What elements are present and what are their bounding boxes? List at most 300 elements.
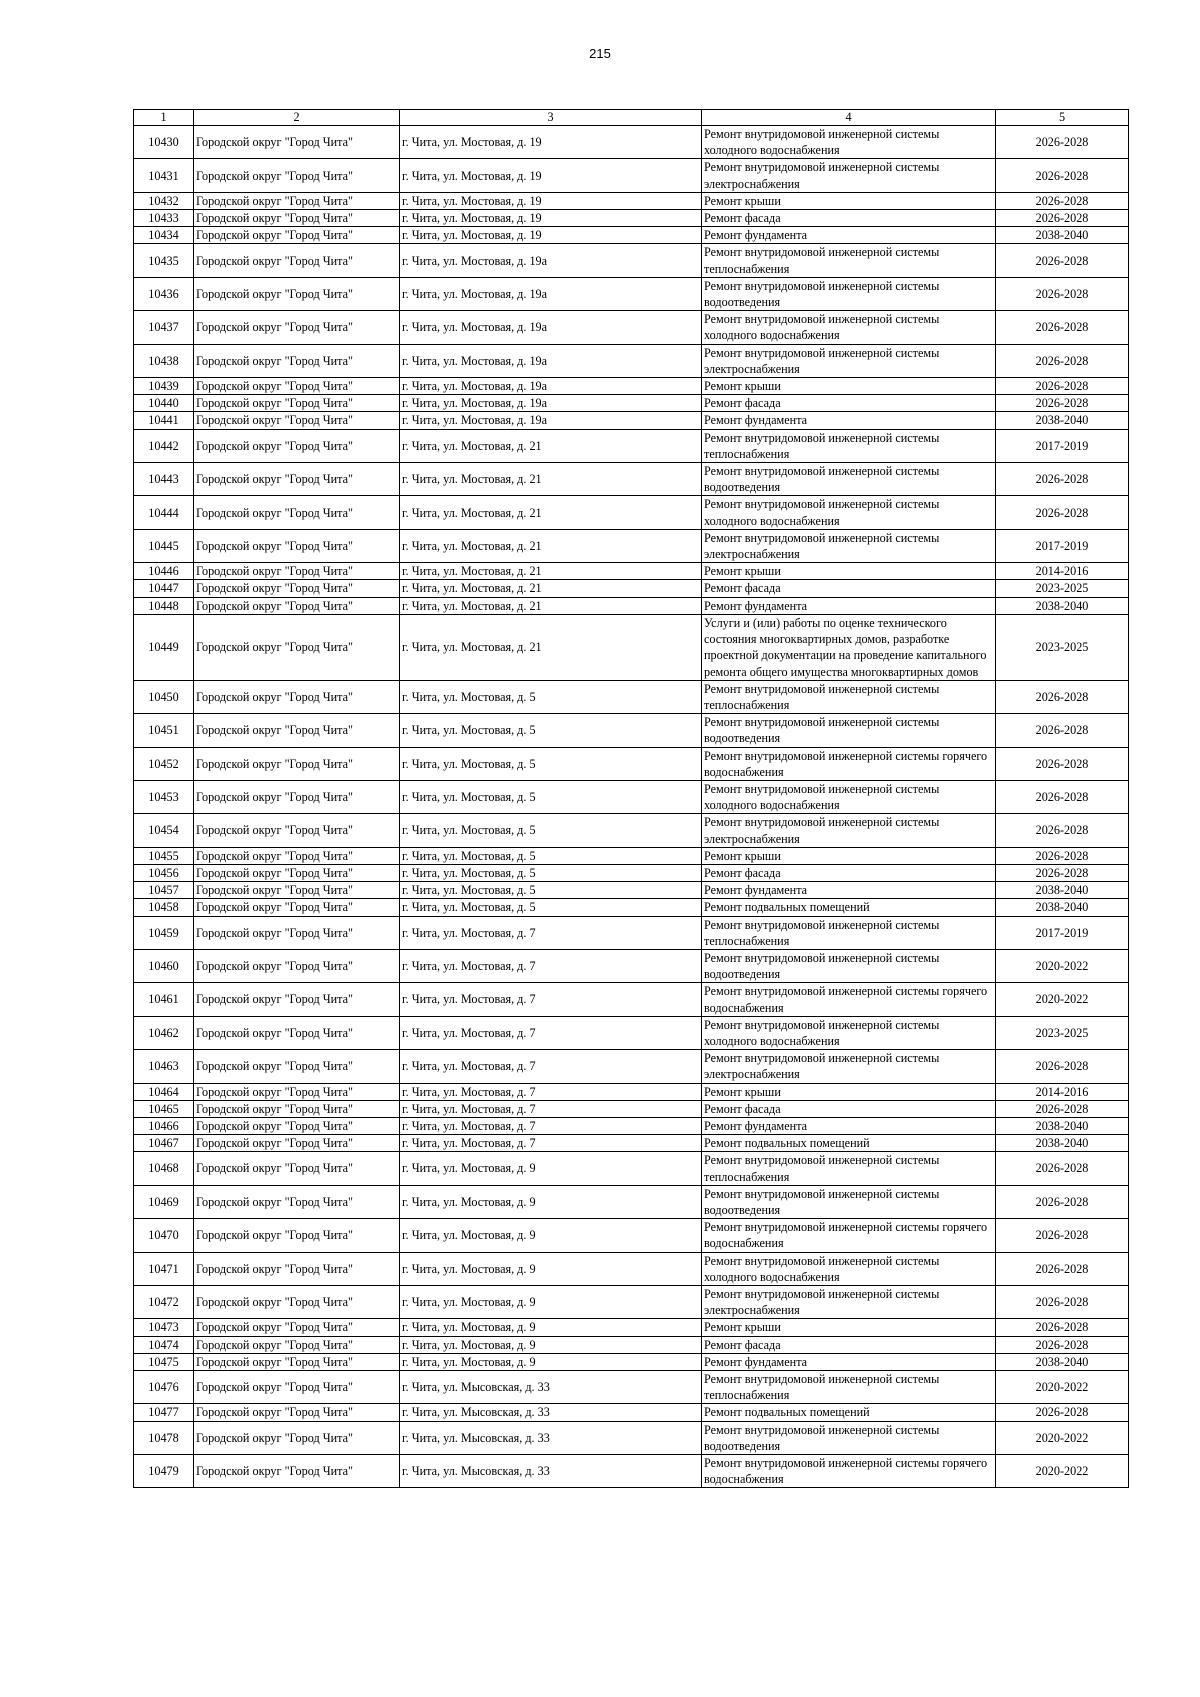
work-type-cell: Ремонт фасада xyxy=(702,395,996,412)
table-header-row xyxy=(134,110,1129,126)
address-cell: г. Чита, ул. Мостовая, д. 5 xyxy=(400,747,702,780)
period-cell: 2026-2028 xyxy=(996,864,1129,881)
table-row xyxy=(134,714,1129,747)
work-type-cell: Ремонт фасада xyxy=(702,864,996,881)
period-cell: 2017-2019 xyxy=(996,529,1129,562)
work-type-cell: Ремонт внутридомовой инженерной системы холодного водоснабжения xyxy=(702,496,996,529)
work-type-cell: Ремонт внутридомовой инженерной системы теплоснабжения xyxy=(702,1371,996,1404)
work-type-cell: Ремонт внутридомовой инженерной системы водоотведения xyxy=(702,463,996,496)
row-number-cell: 10479 xyxy=(134,1455,194,1488)
table-row xyxy=(134,916,1129,949)
row-number-cell: 10438 xyxy=(134,344,194,377)
district-cell: Городской округ "Город Чита" xyxy=(194,1219,400,1252)
district-cell: Городской округ "Город Чита" xyxy=(194,463,400,496)
work-type-cell: Ремонт фундамента xyxy=(702,597,996,614)
column-header: 3 xyxy=(400,110,702,126)
address-cell: г. Чита, ул. Мостовая, д. 7 xyxy=(400,1083,702,1100)
period-cell: 2038-2040 xyxy=(996,1117,1129,1134)
district-cell: Городской округ "Город Чита" xyxy=(194,1252,400,1285)
period-cell: 2026-2028 xyxy=(996,714,1129,747)
work-type-cell: Ремонт внутридомовой инженерной системы водоотведения xyxy=(702,949,996,982)
work-type-cell: Ремонт внутридомовой инженерной системы электроснабжения xyxy=(702,814,996,847)
district-cell: Городской округ "Город Чита" xyxy=(194,983,400,1016)
table-row xyxy=(134,463,1129,496)
work-type-cell: Ремонт фундамента xyxy=(702,1117,996,1134)
table-row xyxy=(134,1135,1129,1152)
period-cell: 2026-2028 xyxy=(996,311,1129,344)
district-cell: Городской округ "Город Чита" xyxy=(194,1319,400,1336)
work-type-cell: Ремонт фасада xyxy=(702,1100,996,1117)
row-number-cell: 10442 xyxy=(134,429,194,462)
row-number-cell: 10430 xyxy=(134,126,194,159)
period-cell: 2038-2040 xyxy=(996,899,1129,916)
address-cell: г. Чита, ул. Мостовая, д. 5 xyxy=(400,899,702,916)
row-number-cell: 10440 xyxy=(134,395,194,412)
district-cell: Городской округ "Город Чита" xyxy=(194,344,400,377)
district-cell: Городской округ "Город Чита" xyxy=(194,192,400,209)
address-cell: г. Чита, ул. Мостовая, д. 9 xyxy=(400,1219,702,1252)
period-cell: 2026-2028 xyxy=(996,1050,1129,1083)
district-cell: Городской округ "Город Чита" xyxy=(194,1117,400,1134)
period-cell: 2038-2040 xyxy=(996,1135,1129,1152)
address-cell: г. Чита, ул. Мостовая, д. 9 xyxy=(400,1353,702,1370)
address-cell: г. Чита, ул. Мостовая, д. 9 xyxy=(400,1319,702,1336)
table-row xyxy=(134,614,1129,680)
address-cell: г. Чита, ул. Мостовая, д. 7 xyxy=(400,916,702,949)
table-row xyxy=(134,1185,1129,1218)
row-number-cell: 10451 xyxy=(134,714,194,747)
row-number-cell: 10456 xyxy=(134,864,194,881)
table-row xyxy=(134,580,1129,597)
address-cell: г. Чита, ул. Мостовая, д. 5 xyxy=(400,780,702,813)
table-row xyxy=(134,899,1129,916)
work-type-cell: Ремонт крыши xyxy=(702,1083,996,1100)
work-type-cell: Ремонт внутридомовой инженерной системы водоотведения xyxy=(702,1421,996,1454)
row-number-cell: 10476 xyxy=(134,1371,194,1404)
row-number-cell: 10437 xyxy=(134,311,194,344)
table-row xyxy=(134,847,1129,864)
address-cell: г. Чита, ул. Мостовая, д. 9 xyxy=(400,1185,702,1218)
period-cell: 2026-2028 xyxy=(996,1286,1129,1319)
table-row xyxy=(134,277,1129,310)
table-row xyxy=(134,1252,1129,1285)
period-cell: 2038-2040 xyxy=(996,882,1129,899)
table-row xyxy=(134,1404,1129,1421)
table-row xyxy=(134,1353,1129,1370)
address-cell: г. Чита, ул. Мостовая, д. 7 xyxy=(400,983,702,1016)
address-cell: г. Чита, ул. Мостовая, д. 19а xyxy=(400,311,702,344)
period-cell: 2017-2019 xyxy=(996,429,1129,462)
row-number-cell: 10431 xyxy=(134,159,194,192)
district-cell: Городской округ "Город Чита" xyxy=(194,412,400,429)
address-cell: г. Чита, ул. Мостовая, д. 19 xyxy=(400,126,702,159)
table-row xyxy=(134,126,1129,159)
row-number-cell: 10475 xyxy=(134,1353,194,1370)
row-number-cell: 10462 xyxy=(134,1016,194,1049)
period-cell: 2026-2028 xyxy=(996,1185,1129,1218)
row-number-cell: 10454 xyxy=(134,814,194,847)
address-cell: г. Чита, ул. Мостовая, д. 19а xyxy=(400,277,702,310)
district-cell: Городской округ "Город Чита" xyxy=(194,126,400,159)
period-cell: 2026-2028 xyxy=(996,1219,1129,1252)
address-cell: г. Чита, ул. Мостовая, д. 5 xyxy=(400,847,702,864)
district-cell: Городской округ "Город Чита" xyxy=(194,1185,400,1218)
table-row xyxy=(134,1050,1129,1083)
period-cell: 2026-2028 xyxy=(996,126,1129,159)
period-cell: 2020-2022 xyxy=(996,1421,1129,1454)
work-type-cell: Ремонт внутридомовой инженерной системы электроснабжения xyxy=(702,159,996,192)
table-row xyxy=(134,192,1129,209)
address-cell: г. Чита, ул. Мостовая, д. 21 xyxy=(400,614,702,680)
district-cell: Городской округ "Город Чита" xyxy=(194,1286,400,1319)
district-cell: Городской округ "Город Чита" xyxy=(194,899,400,916)
row-number-cell: 10467 xyxy=(134,1135,194,1152)
work-type-cell: Ремонт фасада xyxy=(702,210,996,227)
work-type-cell: Ремонт внутридомовой инженерной системы электроснабжения xyxy=(702,1286,996,1319)
work-type-cell: Ремонт внутридомовой инженерной системы холодного водоснабжения xyxy=(702,311,996,344)
period-cell: 2026-2028 xyxy=(996,1252,1129,1285)
work-type-cell: Ремонт крыши xyxy=(702,847,996,864)
district-cell: Городской округ "Город Чита" xyxy=(194,747,400,780)
page-number: 215 xyxy=(589,46,611,61)
row-number-cell: 10464 xyxy=(134,1083,194,1100)
address-cell: г. Чита, ул. Мостовая, д. 19а xyxy=(400,412,702,429)
period-cell: 2038-2040 xyxy=(996,597,1129,614)
period-cell: 2026-2028 xyxy=(996,847,1129,864)
district-cell: Городской округ "Город Чита" xyxy=(194,277,400,310)
district-cell: Городской округ "Город Чита" xyxy=(194,714,400,747)
work-type-cell: Ремонт внутридомовой инженерной системы электроснабжения xyxy=(702,529,996,562)
period-cell: 2026-2028 xyxy=(996,378,1129,395)
period-cell: 2026-2028 xyxy=(996,277,1129,310)
table-row xyxy=(134,344,1129,377)
address-cell: г. Чита, ул. Мостовая, д. 7 xyxy=(400,1100,702,1117)
district-cell: Городской округ "Город Чита" xyxy=(194,680,400,713)
work-type-cell: Ремонт подвальных помещений xyxy=(702,1404,996,1421)
district-cell: Городской округ "Город Чита" xyxy=(194,780,400,813)
table-row xyxy=(134,210,1129,227)
table-row xyxy=(134,882,1129,899)
address-cell: г. Чита, ул. Мостовая, д. 5 xyxy=(400,714,702,747)
table-row xyxy=(134,227,1129,244)
row-number-cell: 10458 xyxy=(134,899,194,916)
address-cell: г. Чита, ул. Мостовая, д. 7 xyxy=(400,1135,702,1152)
address-cell: г. Чита, ул. Мостовая, д. 7 xyxy=(400,949,702,982)
column-header: 4 xyxy=(702,110,996,126)
address-cell: г. Чита, ул. Мостовая, д. 7 xyxy=(400,1050,702,1083)
work-type-cell: Ремонт крыши xyxy=(702,563,996,580)
district-cell: Городской округ "Город Чита" xyxy=(194,159,400,192)
registry-table xyxy=(133,109,1129,1488)
row-number-cell: 10448 xyxy=(134,597,194,614)
row-number-cell: 10468 xyxy=(134,1152,194,1185)
work-type-cell: Ремонт внутридомовой инженерной системы холодного водоснабжения xyxy=(702,1252,996,1285)
work-type-cell: Ремонт внутридомовой инженерной системы теплоснабжения xyxy=(702,429,996,462)
work-type-cell: Ремонт внутридомовой инженерной системы теплоснабжения xyxy=(702,916,996,949)
work-type-cell: Ремонт крыши xyxy=(702,1319,996,1336)
table-row xyxy=(134,1152,1129,1185)
row-number-cell: 10459 xyxy=(134,916,194,949)
district-cell: Городской округ "Город Чита" xyxy=(194,1404,400,1421)
row-number-cell: 10452 xyxy=(134,747,194,780)
work-type-cell: Ремонт внутридомовой инженерной системы холодного водоснабжения xyxy=(702,126,996,159)
district-cell: Городской округ "Город Чита" xyxy=(194,1100,400,1117)
row-number-cell: 10472 xyxy=(134,1286,194,1319)
address-cell: г. Чита, ул. Мостовая, д. 19а xyxy=(400,344,702,377)
district-cell: Городской округ "Город Чита" xyxy=(194,1135,400,1152)
work-type-cell: Ремонт фасада xyxy=(702,580,996,597)
table-row xyxy=(134,983,1129,1016)
district-cell: Городской округ "Город Чита" xyxy=(194,1050,400,1083)
period-cell: 2026-2028 xyxy=(996,344,1129,377)
period-cell: 2023-2025 xyxy=(996,614,1129,680)
table-row xyxy=(134,1117,1129,1134)
work-type-cell: Ремонт внутридомовой инженерной системы горячего водоснабжения xyxy=(702,1455,996,1488)
address-cell: г. Чита, ул. Мостовая, д. 19а xyxy=(400,244,702,277)
work-type-cell: Ремонт внутридомовой инженерной системы водоотведения xyxy=(702,1185,996,1218)
table-row xyxy=(134,1100,1129,1117)
work-type-cell: Ремонт внутридомовой инженерной системы горячего водоснабжения xyxy=(702,1219,996,1252)
work-type-cell: Ремонт внутридомовой инженерной системы теплоснабжения xyxy=(702,1152,996,1185)
period-cell: 2026-2028 xyxy=(996,463,1129,496)
column-header: 1 xyxy=(134,110,194,126)
table-row xyxy=(134,597,1129,614)
period-cell: 2020-2022 xyxy=(996,1455,1129,1488)
row-number-cell: 10457 xyxy=(134,882,194,899)
address-cell: г. Чита, ул. Мысовская, д. 33 xyxy=(400,1404,702,1421)
row-number-cell: 10477 xyxy=(134,1404,194,1421)
period-cell: 2014-2016 xyxy=(996,563,1129,580)
period-cell: 2026-2028 xyxy=(996,1319,1129,1336)
address-cell: г. Чита, ул. Мостовая, д. 9 xyxy=(400,1252,702,1285)
work-type-cell: Ремонт внутридомовой инженерной системы холодного водоснабжения xyxy=(702,780,996,813)
period-cell: 2026-2028 xyxy=(996,680,1129,713)
period-cell: 2017-2019 xyxy=(996,916,1129,949)
district-cell: Городской округ "Город Чита" xyxy=(194,496,400,529)
row-number-cell: 10436 xyxy=(134,277,194,310)
period-cell: 2026-2028 xyxy=(996,1100,1129,1117)
address-cell: г. Чита, ул. Мостовая, д. 19 xyxy=(400,192,702,209)
work-type-cell: Услуги и (или) работы по оценке технического состояния многоквартирных домов, разработке проектной документации на проведение капитального ремонта общего имущества многоквартирных домов xyxy=(702,614,996,680)
district-cell: Городской округ "Город Чита" xyxy=(194,864,400,881)
work-type-cell: Ремонт внутридомовой инженерной системы холодного водоснабжения xyxy=(702,1016,996,1049)
address-cell: г. Чита, ул. Мостовая, д. 19а xyxy=(400,378,702,395)
row-number-cell: 10478 xyxy=(134,1421,194,1454)
address-cell: г. Чита, ул. Мостовая, д. 21 xyxy=(400,463,702,496)
row-number-cell: 10474 xyxy=(134,1336,194,1353)
work-type-cell: Ремонт фундамента xyxy=(702,227,996,244)
column-header: 5 xyxy=(996,110,1129,126)
row-number-cell: 10455 xyxy=(134,847,194,864)
work-type-cell: Ремонт фундамента xyxy=(702,882,996,899)
district-cell: Городской округ "Город Чита" xyxy=(194,1371,400,1404)
period-cell: 2038-2040 xyxy=(996,412,1129,429)
address-cell: г. Чита, ул. Мостовая, д. 9 xyxy=(400,1336,702,1353)
row-number-cell: 10470 xyxy=(134,1219,194,1252)
period-cell: 2026-2028 xyxy=(996,747,1129,780)
table-row xyxy=(134,429,1129,462)
address-cell: г. Чита, ул. Мостовая, д. 9 xyxy=(400,1286,702,1319)
district-cell: Городской округ "Город Чита" xyxy=(194,378,400,395)
row-number-cell: 10447 xyxy=(134,580,194,597)
district-cell: Городской округ "Город Чита" xyxy=(194,580,400,597)
row-number-cell: 10453 xyxy=(134,780,194,813)
district-cell: Городской округ "Город Чита" xyxy=(194,1353,400,1370)
address-cell: г. Чита, ул. Мостовая, д. 19 xyxy=(400,159,702,192)
table-row xyxy=(134,395,1129,412)
period-cell: 2020-2022 xyxy=(996,1371,1129,1404)
district-cell: Городской округ "Город Чита" xyxy=(194,1421,400,1454)
work-type-cell: Ремонт внутридомовой инженерной системы теплоснабжения xyxy=(702,244,996,277)
row-number-cell: 10434 xyxy=(134,227,194,244)
district-cell: Городской округ "Город Чита" xyxy=(194,227,400,244)
work-type-cell: Ремонт внутридомовой инженерной системы водоотведения xyxy=(702,277,996,310)
district-cell: Городской округ "Город Чита" xyxy=(194,597,400,614)
work-type-cell: Ремонт подвальных помещений xyxy=(702,1135,996,1152)
table-row xyxy=(134,1016,1129,1049)
district-cell: Городской округ "Город Чита" xyxy=(194,814,400,847)
address-cell: г. Чита, ул. Мостовая, д. 21 xyxy=(400,529,702,562)
district-cell: Городской округ "Город Чита" xyxy=(194,916,400,949)
period-cell: 2026-2028 xyxy=(996,496,1129,529)
period-cell: 2023-2025 xyxy=(996,1016,1129,1049)
table-row xyxy=(134,378,1129,395)
address-cell: г. Чита, ул. Мостовая, д. 21 xyxy=(400,597,702,614)
period-cell: 2020-2022 xyxy=(996,949,1129,982)
table-row xyxy=(134,1421,1129,1454)
table-row xyxy=(134,814,1129,847)
work-type-cell: Ремонт фасада xyxy=(702,1336,996,1353)
table-row xyxy=(134,244,1129,277)
table-row xyxy=(134,311,1129,344)
work-type-cell: Ремонт внутридомовой инженерной системы электроснабжения xyxy=(702,344,996,377)
district-cell: Городской округ "Город Чита" xyxy=(194,210,400,227)
row-number-cell: 10450 xyxy=(134,680,194,713)
table-row xyxy=(134,1083,1129,1100)
column-header: 2 xyxy=(194,110,400,126)
work-type-cell: Ремонт внутридомовой инженерной системы водоотведения xyxy=(702,714,996,747)
work-type-cell: Ремонт внутридомовой инженерной системы горячего водоснабжения xyxy=(702,747,996,780)
work-type-cell: Ремонт крыши xyxy=(702,192,996,209)
district-cell: Городской округ "Город Чита" xyxy=(194,244,400,277)
row-number-cell: 10446 xyxy=(134,563,194,580)
row-number-cell: 10463 xyxy=(134,1050,194,1083)
period-cell: 2014-2016 xyxy=(996,1083,1129,1100)
work-type-cell: Ремонт внутридомовой инженерной системы горячего водоснабжения xyxy=(702,983,996,1016)
table-row xyxy=(134,1219,1129,1252)
table-row xyxy=(134,159,1129,192)
work-type-cell: Ремонт внутридомовой инженерной системы электроснабжения xyxy=(702,1050,996,1083)
row-number-cell: 10443 xyxy=(134,463,194,496)
table-row xyxy=(134,680,1129,713)
address-cell: г. Чита, ул. Мостовая, д. 5 xyxy=(400,864,702,881)
period-cell: 2026-2028 xyxy=(996,395,1129,412)
table-row xyxy=(134,1319,1129,1336)
row-number-cell: 10461 xyxy=(134,983,194,1016)
row-number-cell: 10432 xyxy=(134,192,194,209)
address-cell: г. Чита, ул. Мостовая, д. 7 xyxy=(400,1117,702,1134)
row-number-cell: 10473 xyxy=(134,1319,194,1336)
work-type-cell: Ремонт фундамента xyxy=(702,1353,996,1370)
period-cell: 2026-2028 xyxy=(996,1404,1129,1421)
table-row xyxy=(134,780,1129,813)
row-number-cell: 10449 xyxy=(134,614,194,680)
row-number-cell: 10466 xyxy=(134,1117,194,1134)
district-cell: Городской округ "Город Чита" xyxy=(194,1083,400,1100)
work-type-cell: Ремонт крыши xyxy=(702,378,996,395)
table-row xyxy=(134,496,1129,529)
district-cell: Городской округ "Город Чита" xyxy=(194,311,400,344)
period-cell: 2026-2028 xyxy=(996,1336,1129,1353)
district-cell: Городской округ "Город Чита" xyxy=(194,1455,400,1488)
period-cell: 2026-2028 xyxy=(996,192,1129,209)
district-cell: Городской округ "Город Чита" xyxy=(194,529,400,562)
period-cell: 2026-2028 xyxy=(996,814,1129,847)
table-row xyxy=(134,412,1129,429)
row-number-cell: 10433 xyxy=(134,210,194,227)
row-number-cell: 10445 xyxy=(134,529,194,562)
period-cell: 2026-2028 xyxy=(996,210,1129,227)
address-cell: г. Чита, ул. Мостовая, д. 21 xyxy=(400,563,702,580)
district-cell: Городской округ "Город Чита" xyxy=(194,1336,400,1353)
address-cell: г. Чита, ул. Мысовская, д. 33 xyxy=(400,1455,702,1488)
period-cell: 2026-2028 xyxy=(996,244,1129,277)
work-type-cell: Ремонт фундамента xyxy=(702,412,996,429)
period-cell: 2038-2040 xyxy=(996,1353,1129,1370)
district-cell: Городской округ "Город Чита" xyxy=(194,1016,400,1049)
table-row xyxy=(134,1286,1129,1319)
address-cell: г. Чита, ул. Мостовая, д. 5 xyxy=(400,814,702,847)
address-cell: г. Чита, ул. Мостовая, д. 21 xyxy=(400,429,702,462)
row-number-cell: 10435 xyxy=(134,244,194,277)
district-cell: Городской округ "Город Чита" xyxy=(194,949,400,982)
period-cell: 2020-2022 xyxy=(996,983,1129,1016)
row-number-cell: 10444 xyxy=(134,496,194,529)
district-cell: Городской округ "Город Чита" xyxy=(194,1152,400,1185)
table-row xyxy=(134,563,1129,580)
address-cell: г. Чита, ул. Мысовская, д. 33 xyxy=(400,1371,702,1404)
address-cell: г. Чита, ул. Мысовская, д. 33 xyxy=(400,1421,702,1454)
address-cell: г. Чита, ул. Мостовая, д. 7 xyxy=(400,1016,702,1049)
period-cell: 2026-2028 xyxy=(996,780,1129,813)
district-cell: Городской округ "Город Чита" xyxy=(194,429,400,462)
row-number-cell: 10460 xyxy=(134,949,194,982)
district-cell: Городской округ "Город Чита" xyxy=(194,882,400,899)
row-number-cell: 10465 xyxy=(134,1100,194,1117)
address-cell: г. Чита, ул. Мостовая, д. 19 xyxy=(400,210,702,227)
address-cell: г. Чита, ул. Мостовая, д. 5 xyxy=(400,882,702,899)
district-cell: Городской округ "Город Чита" xyxy=(194,563,400,580)
address-cell: г. Чита, ул. Мостовая, д. 19 xyxy=(400,227,702,244)
address-cell: г. Чита, ул. Мостовая, д. 21 xyxy=(400,496,702,529)
address-cell: г. Чита, ул. Мостовая, д. 19а xyxy=(400,395,702,412)
period-cell: 2038-2040 xyxy=(996,227,1129,244)
table-row xyxy=(134,864,1129,881)
district-cell: Городской округ "Город Чита" xyxy=(194,395,400,412)
row-number-cell: 10441 xyxy=(134,412,194,429)
row-number-cell: 10471 xyxy=(134,1252,194,1285)
row-number-cell: 10469 xyxy=(134,1185,194,1218)
address-cell: г. Чита, ул. Мостовая, д. 21 xyxy=(400,580,702,597)
table-row xyxy=(134,1371,1129,1404)
work-type-cell: Ремонт подвальных помещений xyxy=(702,899,996,916)
table-row xyxy=(134,1455,1129,1488)
work-type-cell: Ремонт внутридомовой инженерной системы теплоснабжения xyxy=(702,680,996,713)
table-row xyxy=(134,747,1129,780)
period-cell: 2023-2025 xyxy=(996,580,1129,597)
period-cell: 2026-2028 xyxy=(996,159,1129,192)
period-cell: 2026-2028 xyxy=(996,1152,1129,1185)
